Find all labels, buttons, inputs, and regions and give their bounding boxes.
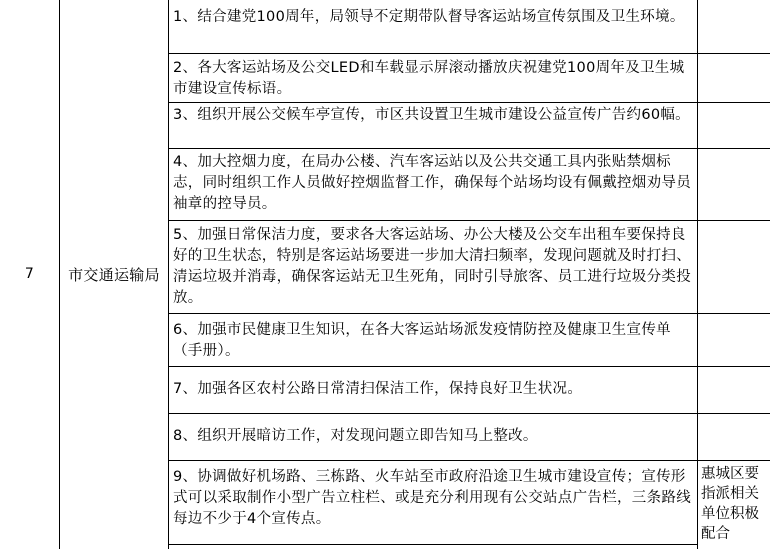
row-index: 7 — [24, 266, 35, 282]
task-item-3: 3、组织开展公交候车亭宣传，市区共设置卫生城市建设公益宣传广告约60幅。 — [173, 107, 690, 123]
task-item-7: 7、加强各区农村公路日常清扫保洁工作，保持良好卫生状况。 — [173, 381, 583, 397]
column-divider — [697, 0, 698, 549]
row-divider — [168, 366, 770, 367]
task-item-6: 6、加强市民健康卫生知识，在各大客运站场派发疫情防控及健康卫生宣传单（手册）。 — [173, 322, 671, 359]
task-item-1: 1、结合建党100周年，局领导不定期带队督导客运站场宣传氛围及卫生环境。 — [173, 9, 685, 25]
row-divider — [168, 53, 770, 54]
remark-note: 惠城区要指派相关单位积极配合 — [701, 466, 759, 542]
task-item-9: 9、协调做好机场路、三栋路、火车站至市政府沿途卫生城市建设宣传；宣传形式可以采取制作小型广告立柱栏、或是充分利用现有公交站点广告栏，三条路线每边不少于4个宣传点。 — [173, 469, 691, 527]
task-item-5: 5、加强日常保洁力度，要求各大客运站场、办公大楼及公交车出租车要保持良好的卫生状态，特别是客运站场要进一步加大清扫频率，发现问题就及时打扫、清运垃圾并消毒，确保客运站无卫生死角，同时引导旅客、员工进行垃圾分类投放。 — [173, 227, 691, 306]
task-item-4: 4、加大控烟力度，在局办公楼、汽车客运站以及公共交通工具内张贴禁烟标志，同时组织工作人员做好控烟监督工作，确保每个站场均设有佩戴控烟劝导员袖章的控导员。 — [173, 154, 691, 212]
row-divider — [168, 220, 770, 221]
column-divider — [168, 0, 169, 549]
row-divider — [168, 460, 770, 461]
row-divider — [168, 413, 770, 414]
row-divider — [168, 313, 770, 314]
task-item-2: 2、各大客运站场及公交LED和车载显示屏滚动播放庆祝建党100周年及卫生城市建设宣传标语。 — [173, 60, 685, 97]
task-item-8: 8、组织开展暗访工作，对发现问题立即告知马上整改。 — [173, 428, 538, 444]
row-divider — [168, 544, 697, 545]
responsible-unit: 市交通运输局 — [68, 265, 160, 284]
